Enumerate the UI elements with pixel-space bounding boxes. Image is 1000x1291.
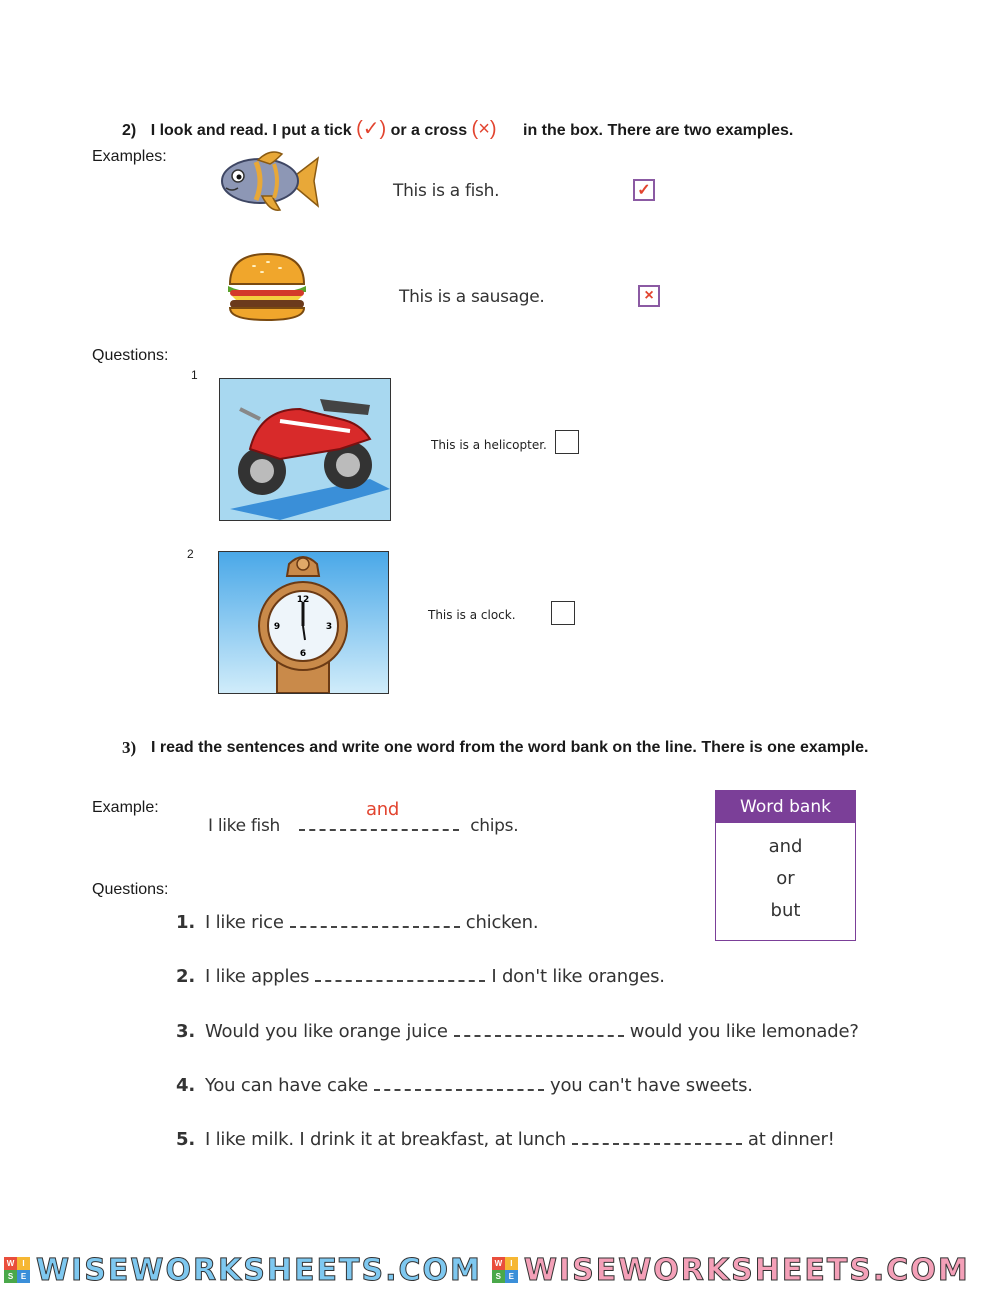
wise-logo-icon: W I S E <box>4 1257 30 1283</box>
example-3-blank <box>299 815 459 831</box>
footer-text: WISEWORKSHEETS.COM <box>36 1252 482 1288</box>
example-3-sentence <box>208 815 518 836</box>
word-bank <box>715 790 856 941</box>
section-3-text: I read the sentences and write one word from the word bank on the line. There is one example. <box>151 739 869 756</box>
q3-item-blank[interactable] <box>572 1129 742 1145</box>
q3-item-number: 4. <box>176 1075 195 1096</box>
svg-text:3: 3 <box>325 622 333 632</box>
word-bank-word: or <box>776 868 795 889</box>
cross-glyph: (×) <box>471 118 497 140</box>
section-2-text-c: in the box. There are two examples. <box>523 122 794 139</box>
example-1-tick-box: ✓ <box>633 179 655 201</box>
word-bank-title: Word bank <box>716 791 855 823</box>
question-1-number: 1 <box>191 368 198 382</box>
questions-label: Questions: <box>92 347 169 364</box>
section-2-text-a: I look and read. I put a tick <box>150 122 352 139</box>
word-bank-word: and <box>768 836 803 857</box>
motorcycle-image <box>220 379 390 520</box>
tick-glyph: (✓) <box>356 118 387 140</box>
q3-item-after: I don't like oranges. <box>491 966 665 987</box>
questions-3-label: Questions: <box>92 881 169 898</box>
burger-image <box>224 250 310 324</box>
q3-item-number: 3. <box>176 1021 195 1042</box>
q3-item-before: You can have cake <box>204 1075 369 1096</box>
clock-image <box>219 552 388 693</box>
question-1-answer-box[interactable] <box>555 430 579 454</box>
q3-item-before: Would you like orange juice <box>204 1021 448 1042</box>
clock-frame <box>218 551 389 694</box>
q3-item-number: 2. <box>176 966 195 987</box>
q3-item-blank[interactable] <box>290 912 460 928</box>
section-3-number: 3) <box>122 738 137 757</box>
q3-item-before: I like rice <box>204 912 284 933</box>
example-3-after: chips. <box>470 816 519 836</box>
motorcycle-frame <box>219 378 391 521</box>
q3-item-1 <box>176 912 538 933</box>
example-2-sentence: This is a sausage. <box>399 287 545 307</box>
footer-text: WISEWORKSHEETS.COM <box>523 1252 970 1288</box>
section-3-heading <box>122 738 882 758</box>
question-2-sentence: This is a clock. <box>428 608 516 622</box>
question-2-number: 2 <box>187 547 194 561</box>
example-3-label: Example: <box>92 799 159 816</box>
section-2-heading <box>122 116 793 141</box>
example-3-before: I like fish <box>208 816 281 836</box>
q3-item-number: 5. <box>176 1129 195 1150</box>
wise-logo-icon: W I S E <box>492 1257 518 1283</box>
section-2-number: 2) <box>122 122 137 139</box>
word-bank-word: but <box>770 900 801 921</box>
q3-item-4 <box>176 1075 753 1096</box>
svg-text:6: 6 <box>299 649 307 659</box>
q3-item-after: at dinner! <box>747 1129 835 1150</box>
q3-item-3 <box>176 1021 859 1042</box>
q3-item-before: I like apples <box>204 966 310 987</box>
section-2-text-b: or a cross <box>390 122 468 139</box>
footer-watermark <box>0 1252 1000 1288</box>
q3-item-after: chicken. <box>465 912 539 933</box>
q3-item-number: 1. <box>176 912 195 933</box>
q3-item-after: you can't have sweets. <box>550 1075 753 1096</box>
q3-item-blank[interactable] <box>374 1075 544 1091</box>
q3-item-blank[interactable] <box>315 966 485 982</box>
question-2-answer-box[interactable] <box>551 601 575 625</box>
svg-text:9: 9 <box>273 622 281 632</box>
q3-item-after: would you like lemonade? <box>629 1021 859 1042</box>
fish-image <box>218 146 322 216</box>
q3-item-blank[interactable] <box>454 1021 624 1037</box>
example-2-cross-box: × <box>638 285 660 307</box>
example-3-answer: and <box>366 799 399 820</box>
question-1-sentence: This is a helicopter. <box>431 438 547 452</box>
q3-item-2 <box>176 966 665 987</box>
example-1-sentence: This is a fish. <box>393 181 500 201</box>
svg-text:12: 12 <box>296 595 310 605</box>
examples-label: Examples: <box>92 148 167 165</box>
q3-item-5 <box>176 1129 835 1150</box>
q3-item-before: I like milk. I drink it at breakfast, at lunch <box>204 1129 566 1150</box>
